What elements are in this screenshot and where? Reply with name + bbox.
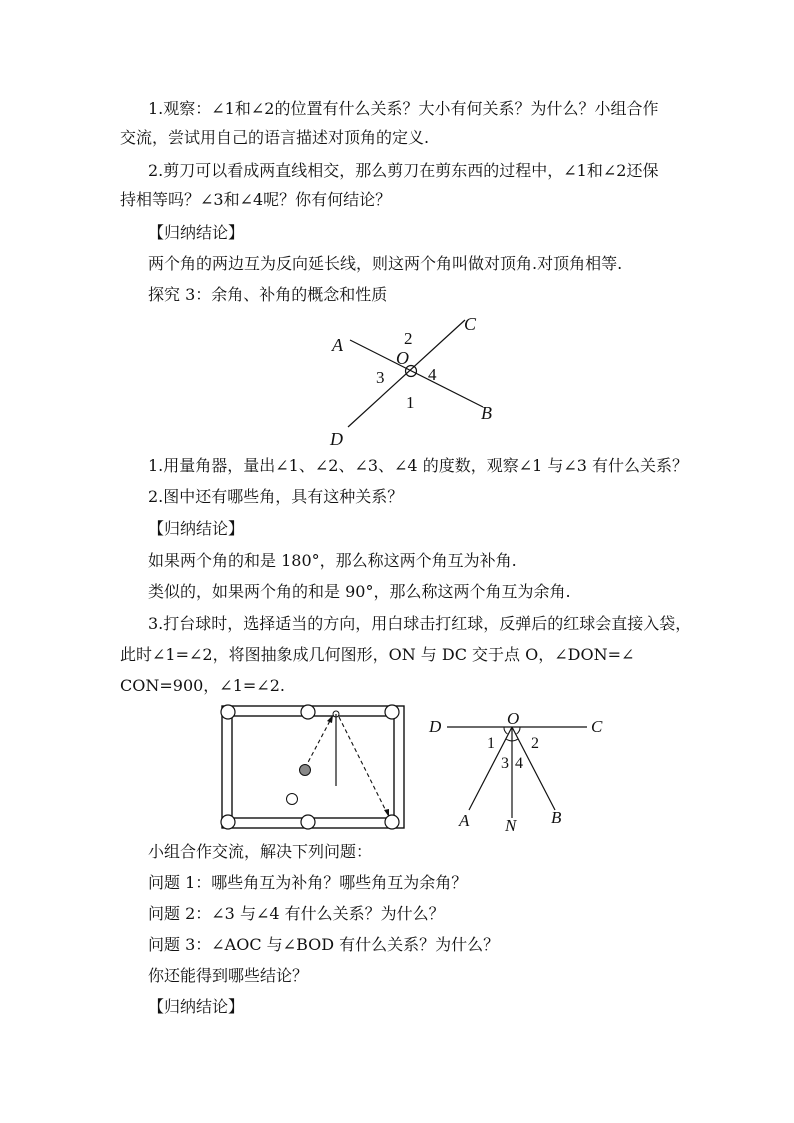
question-3: 问题 3：∠AOC 与∠BOD 有什么关系？为什么？: [148, 935, 500, 954]
outgoing-path: [339, 717, 388, 815]
label-c: C: [591, 717, 603, 736]
summary-text-1: 两个角的两边互为反向延长线，则这两个角叫做对顶角.对顶角相等.: [148, 254, 623, 273]
label-d: D: [330, 429, 343, 449]
table-outer-frame: [222, 706, 404, 828]
label-n: N: [505, 816, 517, 835]
label-c: C: [464, 314, 477, 334]
white-ball: [287, 794, 298, 805]
billiard-table-figure: [218, 702, 408, 832]
label-b: B: [551, 808, 562, 827]
question-2: 问题 2：∠3 与∠4 有什么关系？为什么？: [148, 904, 445, 923]
angle-3-label: 3: [501, 755, 509, 772]
billiards-line-2: 此时∠1=∠2，将图抽象成几何图形，ON 与 DC 交于点 O，∠DON=∠: [120, 645, 635, 664]
intersecting-lines-figure: [320, 305, 510, 455]
angle-arc-3: [506, 739, 512, 741]
pocket-bottom-middle: [301, 815, 315, 829]
billiards-line-1: 3.打台球时，选择适当的方向，用白球击打红球，反弹后的红球会直接入袋，: [148, 614, 692, 633]
summary-heading-1: 【归纳结论】: [148, 223, 245, 242]
more-conclusions-prompt: 你还能得到哪些结论？: [148, 966, 309, 985]
pocket-bottom-left: [221, 815, 235, 829]
label-a: A: [459, 811, 470, 830]
label-d: D: [429, 717, 442, 736]
outgoing-arrowhead: [384, 809, 389, 817]
angle-3-label: 3: [376, 368, 385, 387]
table-inner-frame: [232, 716, 394, 818]
definition-supplementary: 如果两个角的和是 180°，那么称这两个角互为补角.: [148, 551, 517, 570]
label-o: O: [507, 709, 520, 728]
definition-complementary: 类似的，如果两个角的和是 90°，那么称这两个角互为余角.: [148, 582, 571, 601]
summary-heading-2: 【归纳结论】: [148, 519, 245, 538]
angle-1-label: 1: [487, 735, 495, 752]
angle-arc-4: [512, 739, 518, 741]
paragraph-1-line1: 1.观察：∠1和∠2的位置有什么关系？大小有何关系？为什么？小组合作: [148, 99, 659, 118]
pocket-top-right: [385, 705, 399, 719]
group-discussion-prompt: 小组合作交流，解决下列问题：: [148, 842, 373, 861]
paragraph-2-line2: 持相等吗？∠3和∠4呢？你有何结论？: [120, 190, 392, 209]
angle-arc-2: [517, 727, 521, 734]
pocket-top-left: [221, 705, 235, 719]
angle-arc-1: [504, 727, 508, 734]
paragraph-2-line1: 2.剪刀可以看成两直线相交，那么剪刀在剪东西的过程中，∠1和∠2还保: [148, 161, 659, 180]
angle-2-label: 2: [404, 329, 413, 348]
billiards-line-3: CON=900，∠1=∠2.: [120, 676, 285, 695]
pocket-bottom-right: [385, 815, 399, 829]
paragraph-1-line2: 交流，尝试用自己的语言描述对顶角的定义.: [120, 128, 430, 147]
angle-2-label: 2: [531, 735, 539, 752]
label-a: A: [332, 335, 343, 355]
question-measure-angles: 1.用量角器，量出∠1、∠2、∠3、∠4 的度数，观察∠1 与∠3 有什么关系？: [148, 456, 689, 475]
incoming-path: [305, 717, 332, 768]
label-o: O: [396, 348, 409, 368]
angle-4-label: 4: [428, 365, 437, 384]
explore-3-heading: 探究 3：余角、补角的概念和性质: [148, 285, 388, 304]
red-ball: [300, 765, 311, 776]
summary-heading-3: 【归纳结论】: [148, 997, 245, 1016]
angle-1-label: 1: [406, 393, 415, 412]
question-1: 问题 1：哪些角互为补角？哪些角互为余角？: [148, 873, 468, 892]
angle-4-label: 4: [515, 755, 523, 772]
label-b: B: [481, 403, 492, 423]
pocket-top-middle: [301, 705, 315, 719]
reflection-angle-figure: [425, 706, 615, 836]
question-other-angles: 2.图中还有哪些角，具有这种关系？: [148, 487, 404, 506]
